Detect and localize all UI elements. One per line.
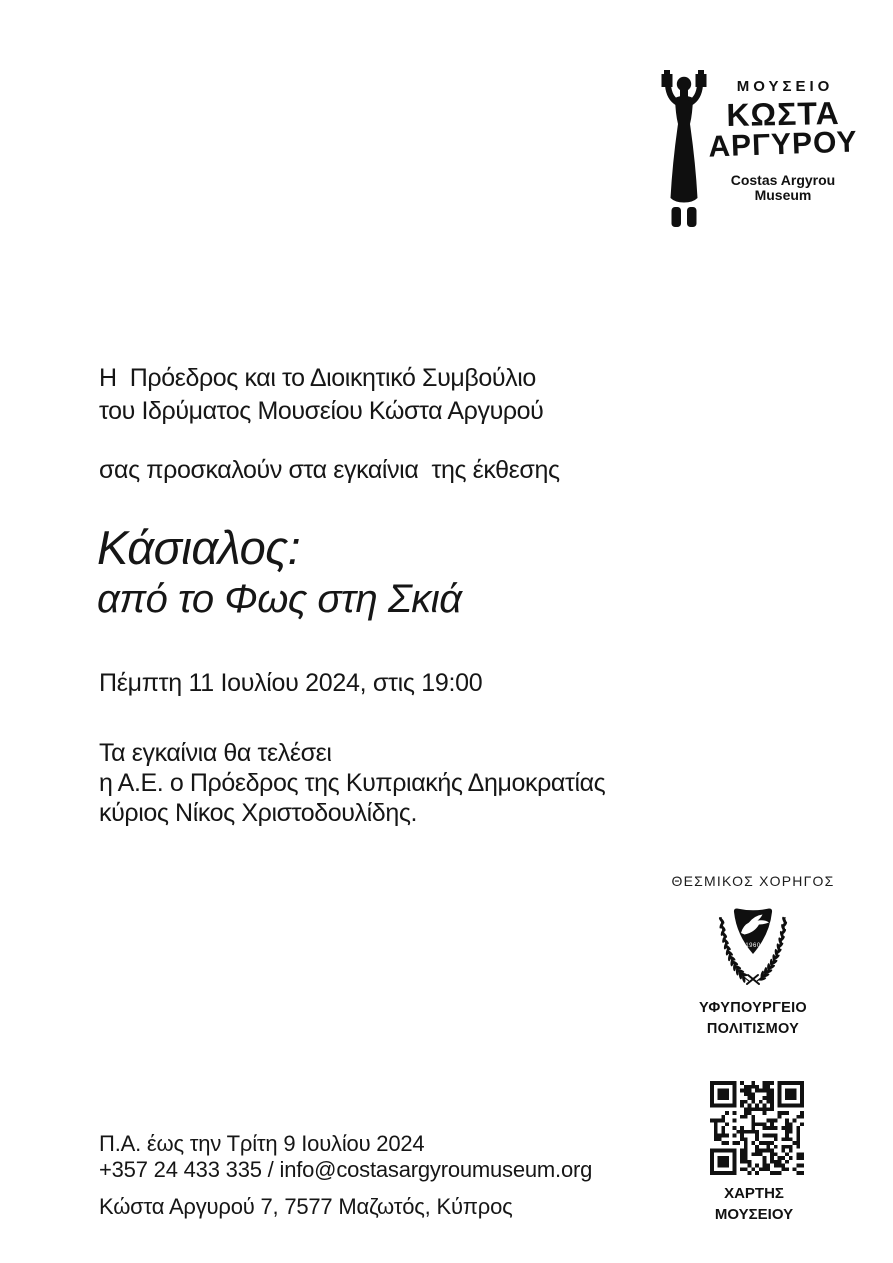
invite-line: σας προσκαλούν στα εγκαίνια της έκθεσης (99, 456, 560, 484)
officiation-line-2: η Α.Ε. ο Πρόεδρος της Κυπριακής Δημοκρατίας (99, 769, 606, 797)
ministry-name (620, 998, 886, 1040)
host-line-2: του Ιδρύματος Μουσείου Κώστα Αργυρού (99, 397, 544, 425)
standing-figure-icon (659, 70, 709, 228)
logo-museum-label: ΜΟΥΣΕΙΟ (736, 78, 834, 95)
logo-name-line2: ΑΡΓΥΡΟΥ (707, 125, 859, 164)
emblem-year: 1960 (745, 943, 761, 949)
officiation-line-3: κύριος Νίκος Χριστοδουλίδης. (99, 799, 418, 827)
address-line: Κώστα Αργυρού 7, 7577 Μαζωτός, Κύπρος (99, 1194, 513, 1219)
exhibition-title-line1: Κάσιαλος: (97, 521, 301, 574)
footer-contact-block (99, 1131, 592, 1183)
ministry-line-2: ΠΟΛΙΤΙΣΜΟΥ (706, 1021, 800, 1037)
contact-line: +357 24 433 335 / info@costasargyroumuseum.org (99, 1157, 593, 1182)
sponsor-label: ΘΕΣΜΙΚΟΣ ΧΟΡΗΓΟΣ (671, 873, 835, 889)
ministry-line-1: ΥΦΥΠΟΥΡΓΕΙΟ (699, 1000, 807, 1016)
logo-english-line2: Museum (754, 187, 812, 203)
qr-label-line-1: ΧΑΡΤΗΣ (724, 1185, 784, 1202)
qr-label-line-2: ΜΟΥΣΕΙΟΥ (714, 1206, 794, 1223)
officiation-line-1: Τα εγκαίνια θα τελέσει (99, 739, 332, 767)
logo-english-line1: Costas Argyrou (730, 172, 836, 188)
logo-name-line1: ΚΩΣΤΑ (726, 95, 840, 133)
qr-label (620, 1183, 888, 1225)
rsvp-line: Π.Α. έως την Τρίτη 9 Ιουλίου 2024 (99, 1131, 425, 1156)
officiation-paragraph (99, 738, 605, 828)
exhibition-title-line2: από το Φως στη Σκιά (97, 577, 462, 621)
host-line-1: Η Πρόεδρος και το Διοικητικό Συμβούλιο (99, 364, 536, 392)
qr-code (710, 1081, 804, 1175)
museum-logo (652, 66, 862, 231)
cyprus-coat-of-arms-icon (708, 900, 798, 986)
host-paragraph (99, 362, 543, 428)
event-datetime: Πέμπτη 11 Ιουλίου 2024, στις 19:00 (99, 669, 483, 697)
